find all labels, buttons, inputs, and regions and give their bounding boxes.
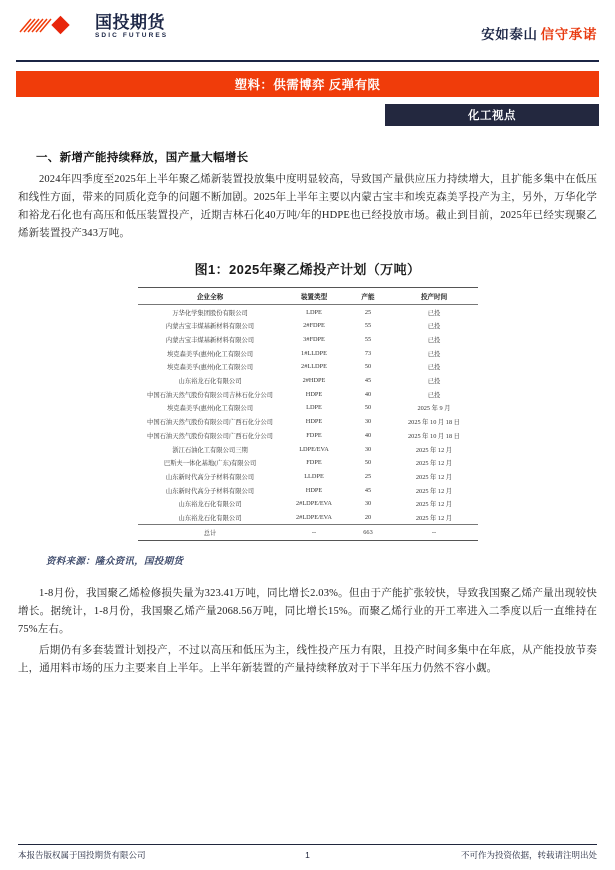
cell-company: 巴斯夫一体化基地(广东)有限公司 [163,460,257,468]
table-body [138,305,478,541]
cell-startup-time: 2025 年 12 月 [415,460,453,468]
cell-unit-type: LLDPE [304,472,324,480]
cell-capacity: 25 [364,308,372,316]
table-row [138,333,478,347]
table-row [138,319,478,333]
cell-company: 埃克森美孚(惠州)化工有限公司 [166,405,254,413]
cell-capacity: 20 [364,513,372,521]
cell-company: 内蒙古宝丰煤基新材料有限公司 [165,337,255,344]
cell-startup-time: 已投 [427,364,441,372]
production-plan-table [138,287,478,542]
brand-name-cn: 国投期货 [95,13,165,33]
cell-unit-type: 2#LDPE/EVA [296,513,332,521]
section-heading: 一、新增产能持续释放，国产量大幅增长 [36,151,249,164]
sdic-diamond-logo-icon [18,14,88,40]
page-footer [0,844,615,870]
table-row [138,511,478,525]
cell-unit-type: HDPE [305,486,323,494]
table-row [138,401,478,415]
cell-capacity: 45 [364,486,372,494]
cell-startup-time: 2025 年 12 月 [415,514,453,522]
cell-capacity: 30 [364,445,372,453]
table-row [138,305,478,319]
cell-capacity: 30 [364,500,372,508]
cell-unit-type: 3#FDPE [303,336,325,343]
footer-disclaimer: 不可作为投资依据，转载请注明出处 [460,850,597,860]
cell-startup-time: 已投 [427,378,441,386]
table-row [138,470,478,484]
cell-company: 浙江石油化工有限公司三期 [172,446,248,454]
cell-startup-time: 2025 年 12 月 [415,501,453,509]
total-cell-capacity: 663 [346,525,391,541]
column-header-company: 企业全称 [138,287,283,305]
paragraph-1: 2024年四季度至2025年上半年聚乙烯新装置投放集中度明显较高，导致国产量供应压力持续增大，且扩能多集中在低压和线性方面，带来的同质化竞争的问题不断加剧。2025年上半年主要以内蒙古宝丰和埃克森美孚投产为主，另外，万华化学和裕龙石化也有高压和低压装置投产，近期吉林石化40万吨/年的HDPE也已经投放市场。截止到目前，2025年已经实现聚乙烯新装置投产343万吨。 [18,173,597,239]
cell-company: 山东裕龙石化有限公司 [178,514,242,522]
total-cell-company: 总计 [138,525,283,541]
cell-company: 内蒙古宝丰煤基新材料有限公司 [165,323,255,331]
cell-company: 山东裕龙石化有限公司 [178,378,242,386]
header-divider [16,60,599,62]
company-slogan [481,23,597,43]
table-row [138,497,478,511]
cell-startup-time: 2025 年 10 月 18 日 [408,419,460,427]
column-header-capacity: 产能 [346,287,391,305]
table-row [138,387,478,401]
table-row [138,415,478,429]
cell-capacity: 55 [364,322,372,330]
cell-startup-time: 已投 [427,323,441,331]
table-row [138,360,478,374]
table-header [138,287,478,305]
cell-startup-time: 2025 年 12 月 [415,487,453,495]
cell-company: 埃克森美孚(惠州)化工有限公司 [166,350,254,358]
cell-capacity: 40 [364,431,372,439]
report-title: 塑料：供需博弈 反弹有限 [234,77,381,92]
cell-capacity: 50 [364,459,372,467]
column-header-unit-type: 装置类型 [283,287,346,305]
cell-startup-time: 已投 [427,350,441,358]
cell-unit-type: FDPE [306,431,322,439]
cell-company: 中国石油天然气股份有限公司广西石化分公司 [147,432,273,440]
column-header-startup-time: 投产时间 [391,287,478,305]
cell-capacity: 50 [364,404,372,412]
cell-capacity: 30 [364,418,372,426]
cell-startup-time: 已投 [427,309,441,317]
footer-divider [18,844,597,845]
table-row [138,483,478,497]
table-row [138,428,478,442]
table-total-row [138,525,478,541]
figure-source: 资料来源：隆众资讯，国投期货 [46,557,184,568]
cell-startup-time: 已投 [427,337,441,344]
cell-unit-type: LDPE/EVA [299,445,329,453]
cell-unit-type: 2#LDPE/EVA [296,500,332,508]
slogan-primary: 安如泰山 [481,27,538,42]
cell-capacity: 45 [364,377,372,385]
cell-capacity: 40 [364,390,372,398]
cell-unit-type: 1#LLDPE [301,349,327,357]
total-cell-startup-time: -- [391,525,478,541]
total-cell-unit-type: -- [283,525,346,541]
report-title-banner [16,71,599,97]
cell-company: 中国石油天然气股份有限公司吉林石化分公司 [147,391,273,399]
paragraph-2: 1-8月份，我国聚乙烯检修损失量为323.41万吨，同比增长2.03%。但由于产能扩张较快，导致我国聚乙烯产量出现较快增长。据统计，1-8月份，我国聚乙烯产量2068.56万吨，同比增长15%。而聚乙烯行业的开工率进入二季度以后一直维持在75%左右。 [18,588,597,636]
cell-unit-type: 2#HDPE [302,377,326,385]
paragraph-block [18,585,597,678]
footer-copyright: 本报告版权属于国投期货有限公司 [18,850,146,860]
brand-name-en: SDIC FUTURES [95,32,169,40]
table-row [138,346,478,360]
cell-company: 埃克森美孚(惠州)化工有限公司 [166,364,254,372]
table-header-row [138,287,478,305]
cell-startup-time: 已投 [427,391,441,399]
figure-table-wrapper [18,287,597,542]
cell-company: 山东新时代高分子材料有限公司 [165,487,255,495]
cell-capacity: 73 [364,349,372,357]
cell-company: 山东新时代高分子材料有限公司 [165,473,255,481]
cell-company: 万华化学集团股份有限公司 [172,309,248,317]
cell-company: 中国石油天然气股份有限公司广西石化分公司 [147,419,273,427]
cell-unit-type: 2#LLDPE [301,363,327,371]
table-row [138,374,478,388]
table-row [138,456,478,470]
cell-company: 山东裕龙石化有限公司 [178,501,242,509]
cell-startup-time: 2025 年 9 月 [417,405,451,413]
cell-capacity: 25 [364,472,372,480]
paragraph-3: 后期仍有多套装置计划投产，不过以高压和低压为主，线性投产压力有限，且投产时间多集中在年底，从产能投放节奏上，通用料市场的压力主要来自上半年。上半年新装置的产量持续释放对于下半年压力仍然不容小觑。 [18,645,597,675]
cell-startup-time: 2025 年 12 月 [415,473,453,481]
cell-capacity: 50 [364,363,372,371]
table-row [138,442,478,456]
cell-unit-type: FDPE [306,459,322,467]
cell-unit-type: HDPE [305,418,323,426]
slogan-accent: 信守承诺 [540,27,597,42]
document-content [0,149,615,679]
cell-unit-type: 2#FDPE [303,322,325,330]
page-header [0,0,615,60]
cell-startup-time: 2025 年 12 月 [415,446,453,454]
cell-startup-time: 2025 年 10 月 18 日 [408,432,460,440]
cell-unit-type: LDPE [306,308,322,316]
footer-row [18,849,597,861]
figure-title: 图1：2025年聚乙烯投产计划（万吨） [194,261,421,277]
footer-page-number: 1 [305,850,310,860]
category-tag-row [16,104,599,126]
cell-capacity: 55 [364,336,372,343]
cell-unit-type: LDPE [306,404,322,412]
cell-unit-type: HDPE [305,390,323,398]
category-tag: 化工视点 [385,104,599,126]
brand-logo [18,14,168,40]
